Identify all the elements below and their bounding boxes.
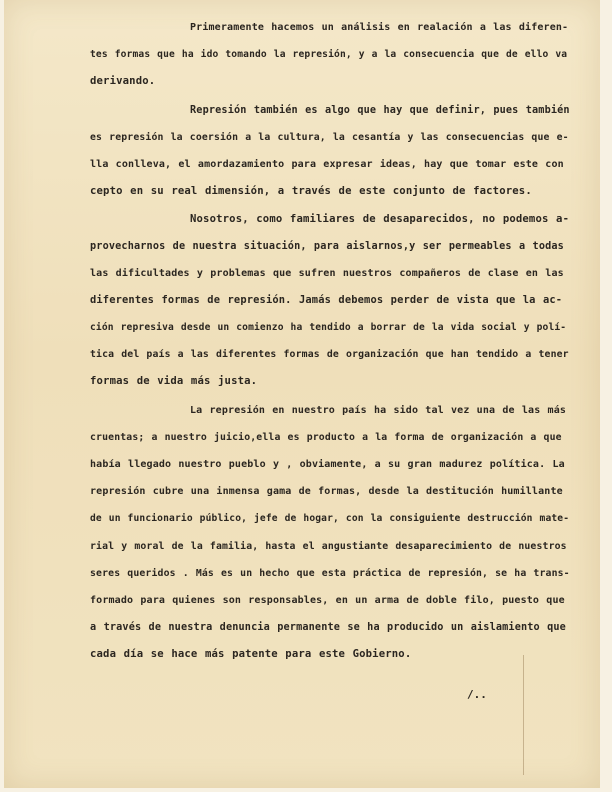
text-line: de un funcionario público, jefe de hogar, con la consiguiente destrucción mate- xyxy=(90,513,570,524)
text-line: rial y moral de la familia, hasta el angustiante desaparecimiento de nuestros xyxy=(90,541,567,552)
text-line: La represión en nuestro país ha sido tal vez una de las más xyxy=(190,405,567,416)
text-line: a través de nuestra denuncia permanente se ha producido un aislamiento que xyxy=(90,622,566,633)
typewritten-page xyxy=(4,0,600,788)
continuation-mark: /.. xyxy=(467,688,487,701)
text-line: represión cubre una inmensa gama de formas, desde la destitución humillante xyxy=(90,486,563,497)
paper-fold-crease xyxy=(523,655,524,775)
text-line: derivando. xyxy=(90,75,156,87)
text-line: las dificultades y problemas que sufren nuestros compañeros de clase en las xyxy=(90,268,564,279)
text-line: Represión también es algo que hay que definir, pues también xyxy=(190,105,570,116)
text-line: seres queridos . Más es un hecho que esta práctica de represión, se ha trans- xyxy=(90,568,570,579)
text-line: cada día se hace más patente para este Gobierno. xyxy=(90,648,412,660)
text-line: Nosotros, como familiares de desaparecidos, no podemos a- xyxy=(190,213,570,225)
text-line: Primeramente hacemos un análisis en realación a las diferen- xyxy=(190,22,569,33)
text-line: cruentas; a nuestro juicio,ella es producto a la forma de organización a que xyxy=(90,432,562,443)
text-line: lla conlleva, el amordazamiento para expresar ideas, hay que tomar este con xyxy=(90,159,564,170)
text-line: cepto en su real dimensión, a través de este conjunto de factores. xyxy=(90,185,532,197)
text-line: provecharnos de nuestra situación, para aislarnos,y ser permeables a todas xyxy=(90,241,564,252)
text-line: formado para quienes son responsables, en un arma de doble filo, puesto que xyxy=(90,595,565,606)
text-line: formas de vida más justa. xyxy=(90,375,258,387)
text-line: es represión la coersión a la cultura, la cesantía y las consecuencias que e- xyxy=(90,132,569,143)
text-line: había llegado nuestro pueblo y , obviamente, a su gran madurez política. La xyxy=(90,459,565,470)
text-line: tes formas que ha ido tomando la represión, y a la consecuencia que de ello va xyxy=(90,49,568,60)
text-line: ción represiva desde un comienzo ha tendido a borrar de la vida social y polí- xyxy=(90,322,567,333)
text-line: tica del país a las diferentes formas de organización que han tendido a tener xyxy=(90,349,569,360)
text-line: diferentes formas de represión. Jamás debemos perder de vista que la ac- xyxy=(90,294,563,306)
